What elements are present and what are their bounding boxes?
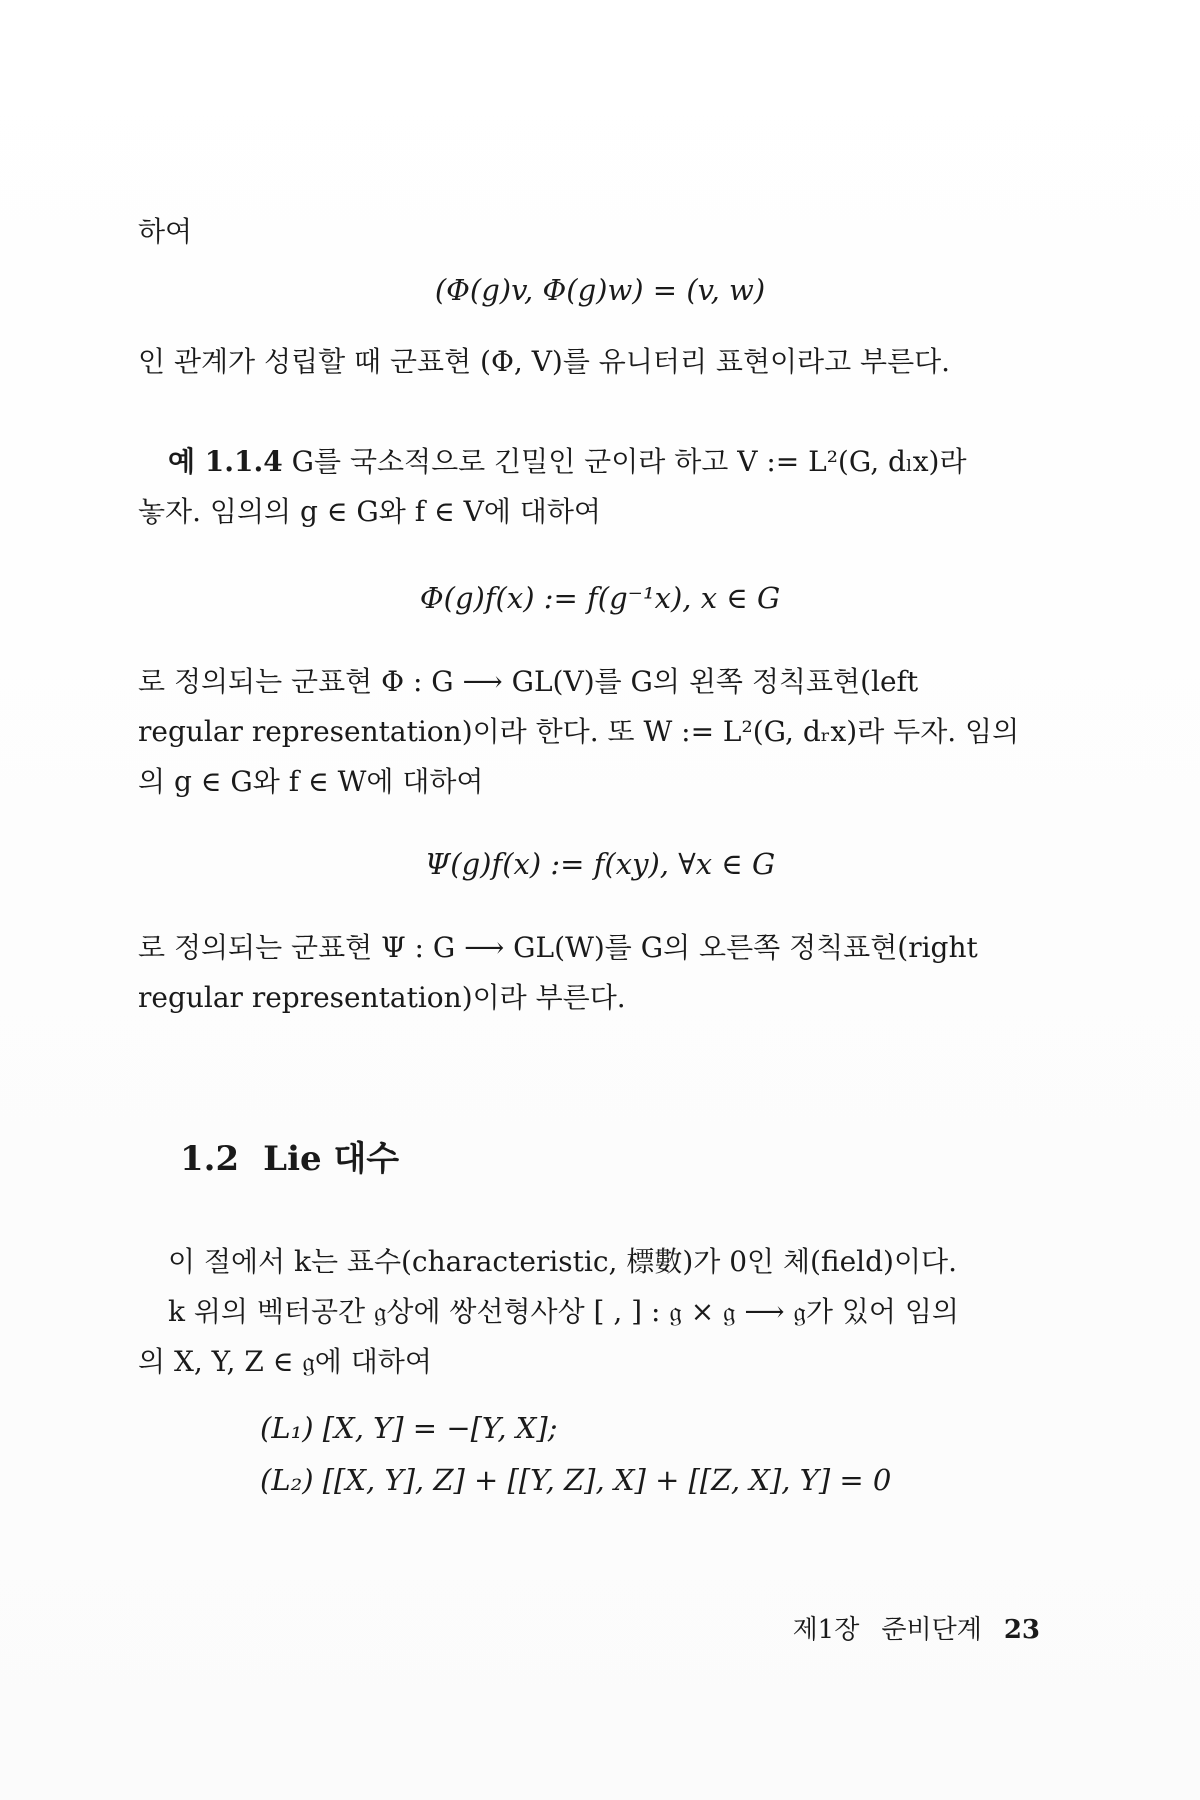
equation-right-regular: Ψ(g)f(x) := f(xy), ∀x ∈ G: [424, 847, 776, 881]
text-line: 놓자. 임의의 g ∈ G와 f ∈ V에 대하여: [138, 495, 601, 528]
section-number: 1.2: [180, 1139, 240, 1179]
chapter-label: 제1장: [792, 1615, 860, 1645]
page-footer: [771, 1612, 1040, 1648]
equation-left-regular: Φ(g)f(x) := f(g⁻¹x), x ∈ G: [419, 581, 781, 615]
text-line: k 위의 벡터공간 𝔤상에 쌍선형사상 [ , ] : 𝔤 × 𝔤 ⟶ 𝔤가 있어 임의: [168, 1295, 959, 1328]
lie-axiom-l2: (L₂) [[X, Y], Z] + [[Y, Z], X] + [[Z, X], Y] = 0: [260, 1463, 892, 1497]
section-heading: [180, 1135, 399, 1183]
example-text: G를 국소적으로 긴밀인 군이라 하고 V := L²(G, dₗx)라: [282, 445, 967, 478]
page-number: 23: [1003, 1615, 1040, 1645]
text-line: 의 g ∈ G와 f ∈ W에 대하여: [138, 765, 484, 798]
text-line: 로 정의되는 군표현 Ψ : G ⟶ GL(W)를 G의 오른쪽 정칙표현(right: [138, 931, 978, 964]
text-line: regular representation)이라 한다. 또 W := L²(G, dᵣx)라 두자. 임의: [138, 715, 1020, 748]
chapter-title: 준비단계: [881, 1615, 982, 1645]
lie-axiom-l1: (L₁) [X, Y] = −[Y, X];: [260, 1411, 558, 1445]
example-label: 예 1.1.4: [168, 445, 283, 478]
text-line: 로 정의되는 군표현 Φ : G ⟶ GL(V)를 G의 왼쪽 정칙표현(left: [138, 665, 919, 698]
text-line: regular representation)이라 부른다.: [138, 981, 626, 1014]
text-line: 이 절에서 k는 표수(characteristic, 標數)가 0인 체(field)이다.: [168, 1245, 957, 1278]
example-line: [168, 442, 1068, 482]
text-line: 인 관계가 성립할 때 군표현 (Φ, V)를 유니터리 표현이라고 부른다.: [138, 345, 951, 378]
equation-unitary: (Φ(g)v, Φ(g)w) = (v, w): [434, 273, 766, 307]
section-title: Lie 대수: [263, 1139, 400, 1179]
text-line: 하여: [138, 215, 193, 248]
text-line: 의 X, Y, Z ∈ 𝔤에 대하여: [138, 1345, 432, 1378]
